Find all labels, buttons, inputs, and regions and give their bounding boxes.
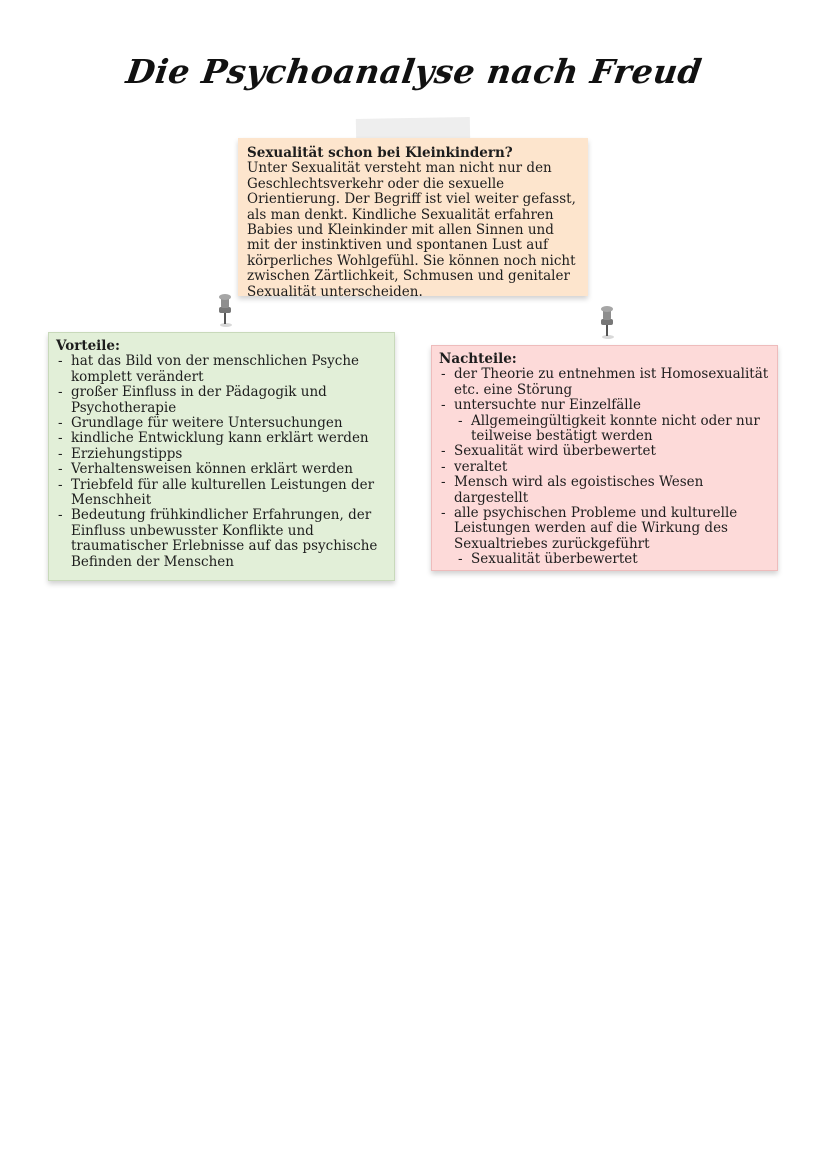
sub-list-item: - Allgemeingültigkeit konnte nicht oder nur teilweise bestätigt werden: [456, 414, 770, 445]
vorteile-note: [48, 332, 395, 581]
list-item: - veraltet: [439, 460, 770, 475]
list-item-text: untersuchte nur Einzelfälle: [454, 397, 641, 414]
list-item: - hat das Bild von der menschlichen Psyche komplett verändert: [56, 354, 387, 385]
nachteile-note: [431, 345, 778, 571]
list-item: - kindliche Entwicklung kann erklärt werden: [56, 431, 387, 446]
list-item: [439, 398, 770, 444]
list-item: - Sexualität wird überbewertet: [439, 444, 770, 459]
pushpin-icon: [596, 306, 618, 340]
intro-heading: Sexualität schon bei Kleinkindern?: [247, 145, 513, 161]
list-item: - Triebfeld für alle kulturellen Leistungen der Menschheit: [56, 478, 387, 509]
pushpin-icon: [214, 294, 236, 328]
sub-list-item: - Sexualität überbewertet: [456, 552, 770, 567]
list-item-text: alle psychischen Probleme und kulturelle Leistungen werden auf die Wirkung des Sexualtriebes zurückgeführt: [454, 505, 738, 552]
list-item: [439, 506, 770, 568]
sub-list: [454, 414, 770, 445]
nachteile-heading: Nachteile:: [439, 351, 517, 367]
sub-list: [454, 552, 770, 567]
nachteile-list: [439, 367, 770, 567]
list-item: - Bedeutung frühkindlicher Erfahrungen, der Einfluss unbewusster Konflikte und traumatischer Erlebnisse auf das psychische Befinden der Menschen: [56, 508, 387, 570]
intro-note: [238, 138, 588, 300]
intro-body: Unter Sexualität versteht man nicht nur den Geschlechtsverkehr oder die sexuelle Orientierung. Der Begriff ist viel weiter gefasst, als man denkt. Kindliche Sexualität erfahren Babies und Kleinkinder mit allen Sinnen und mit der instinktiven und spontanen Lust auf körperliches Wohlgefühl. Sie können noch nicht zwischen Zärtlichkeit, Schmusen und genitaler Sexualität unterscheiden.: [247, 160, 576, 300]
list-item: - Mensch wird als egoistisches Wesen dargestellt: [439, 475, 770, 506]
list-item: - Erziehungstipps: [56, 447, 387, 462]
vorteile-heading: Vorteile:: [56, 338, 121, 354]
list-item: - großer Einfluss in der Pädagogik und Psychotherapie: [56, 385, 387, 416]
list-item: - Verhaltensweisen können erklärt werden: [56, 462, 387, 477]
list-item: - der Theorie zu entnehmen ist Homosexualität etc. eine Störung: [439, 367, 770, 398]
page-title: Die Psychoanalyse nach Freud: [123, 52, 705, 91]
list-item: - Grundlage für weitere Untersuchungen: [56, 416, 387, 431]
vorteile-list: [56, 354, 387, 570]
